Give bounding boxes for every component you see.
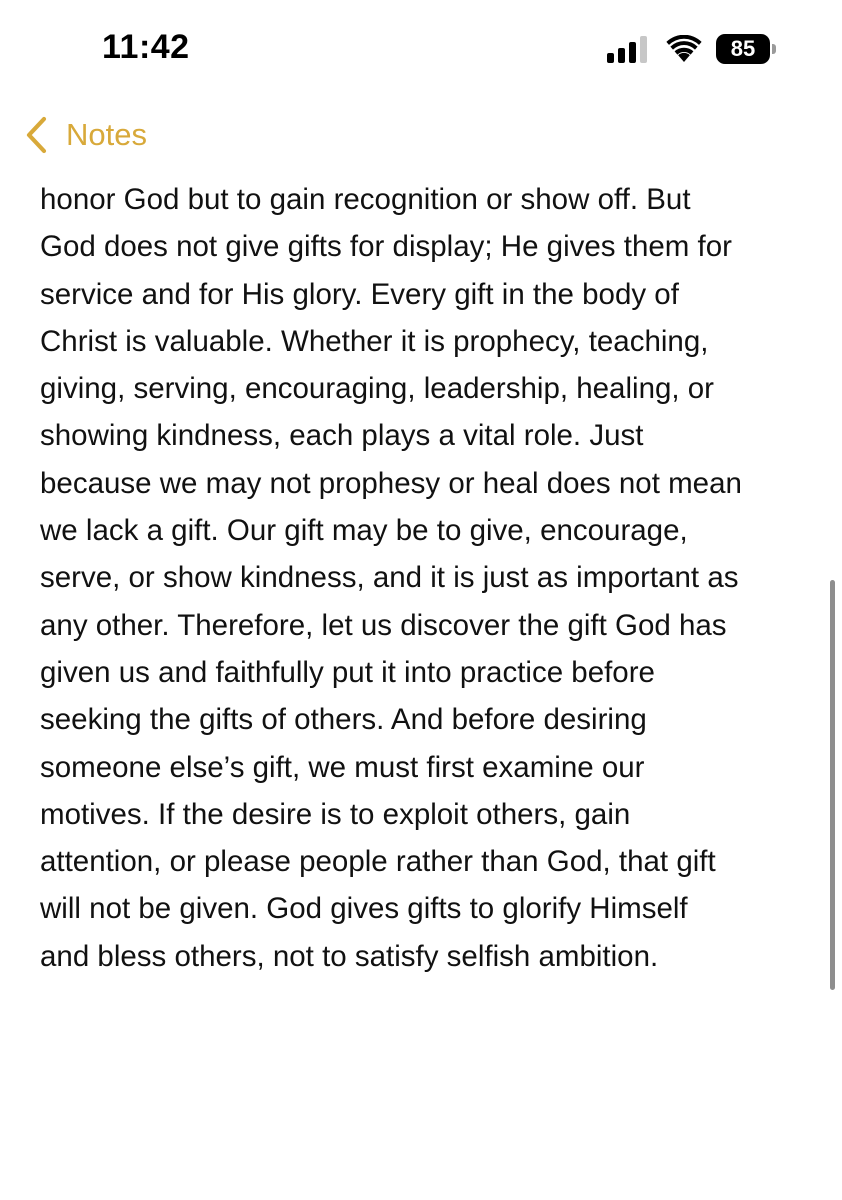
note-line: Christ is valuable. Whether it is prophecy, teaching,: [40, 324, 709, 358]
note-line: service and for His glory. Every gift in the body of: [40, 277, 679, 311]
wifi-icon: [666, 35, 702, 63]
note-line: because we may not prophesy or heal does not mean: [40, 466, 742, 500]
note-line: we lack a gift. Our gift may be to give, encourage,: [40, 514, 688, 548]
note-line: will not be given. God gives gifts to glorify Himself: [40, 892, 688, 926]
cellular-signal-icon: [607, 35, 651, 63]
note-line: giving, serving, encouraging, leadership, healing, or: [40, 372, 715, 406]
back-button-label: Notes: [66, 117, 147, 152]
note-line: God does not give gifts for display; He gives them for: [40, 230, 732, 264]
note-line: given us and faithfully put it into practice before: [40, 655, 655, 689]
note-line: attention, or please people rather than God, that gift: [40, 845, 716, 879]
note-line: motives. If the desire is to exploit others, gain: [40, 797, 631, 831]
back-button[interactable]: [24, 113, 147, 157]
battery-icon: [716, 34, 770, 64]
note-line: serve, or show kindness, and it is just as important as: [40, 561, 739, 595]
note-line: any other. Therefore, let us discover the gift God has: [40, 608, 727, 642]
status-time: 11:42: [102, 28, 190, 66]
note-line: seeking the gifts of others. And before desiring: [40, 703, 647, 737]
note-line: and bless others, not to satisfy selfish ambition.: [40, 939, 659, 973]
note-line: honor God but to gain recognition or show off. But: [40, 183, 691, 216]
note-line: someone else’s gift, we must first examine our: [40, 750, 645, 784]
note-line: showing kindness, each plays a vital role. Just: [40, 419, 644, 453]
battery-level: 85: [730, 36, 756, 61]
chevron-left-icon: [24, 115, 50, 155]
battery-cap: [772, 44, 776, 54]
note-body[interactable]: [40, 176, 810, 980]
scrollbar[interactable]: [830, 580, 835, 990]
